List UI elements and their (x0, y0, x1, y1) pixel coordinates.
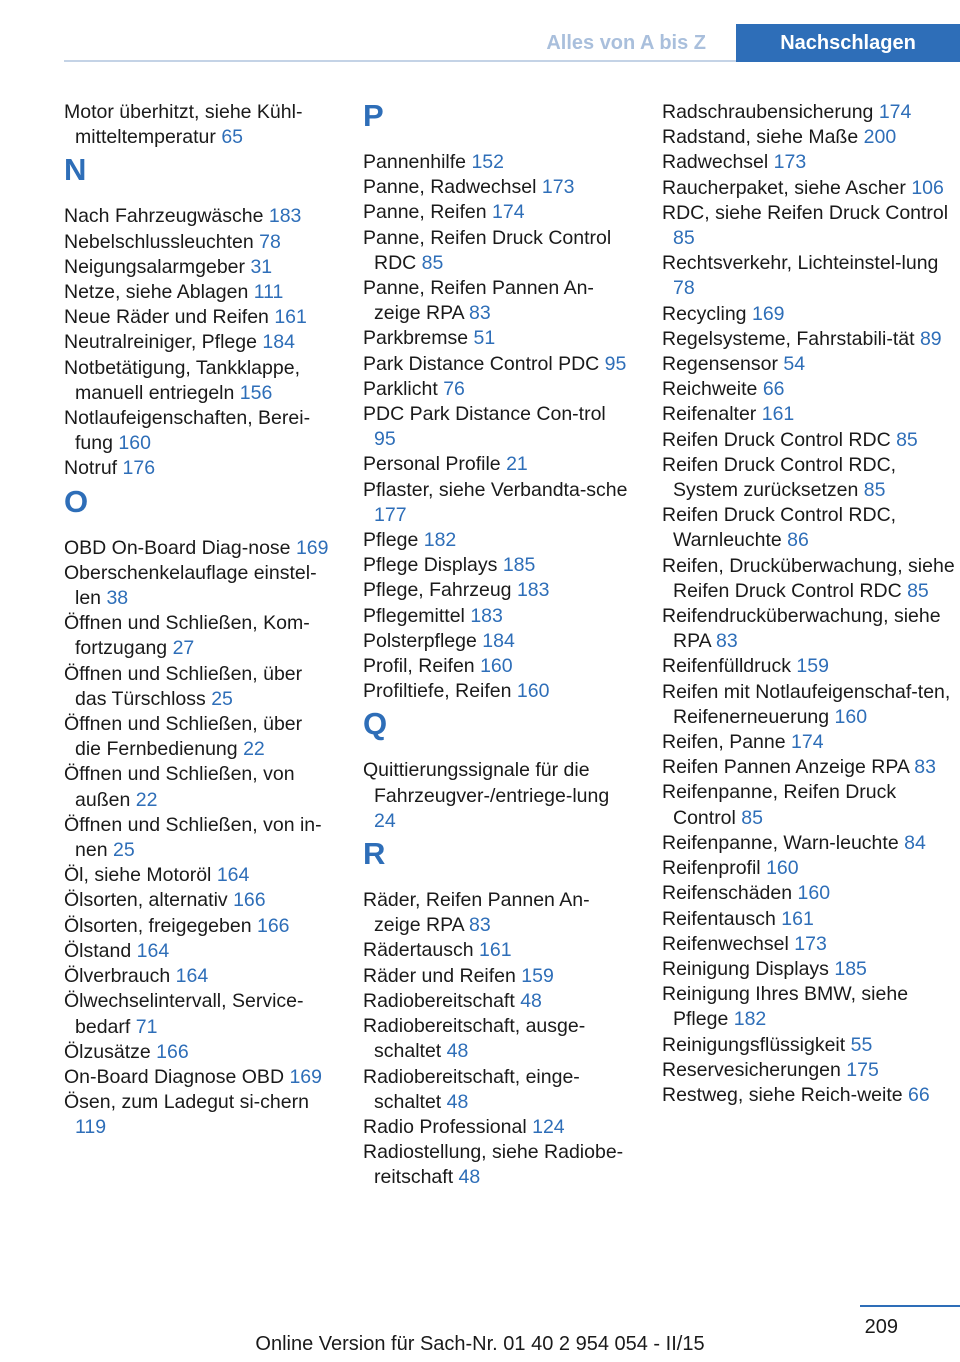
page-reference-link[interactable]: 71 (135, 1015, 158, 1038)
index-term: Reifenalter (662, 403, 757, 426)
page-reference-link[interactable]: 184 (482, 629, 515, 652)
page-reference-link[interactable]: 169 (295, 536, 329, 559)
index-entry (662, 856, 960, 881)
index-term: Netze, siehe Ablagen (64, 281, 249, 304)
index-term: Ölwechselintervall, Service‐bedarf (64, 990, 304, 1038)
index-term: Radio Professional (363, 1115, 527, 1138)
index-term: Restweg, siehe Reich‐weite (662, 1083, 903, 1106)
page-reference-link[interactable]: 22 (243, 738, 265, 761)
index-term: Nach Fahrzeugwäsche (64, 205, 264, 228)
index-entry (662, 932, 960, 957)
index-entry (662, 377, 960, 402)
index-term: Radschraubensicherung (662, 101, 874, 123)
page-reference-link[interactable]: 27 (172, 637, 195, 660)
page-number: 209 (864, 1316, 898, 1338)
page-reference-link[interactable]: 66 (762, 378, 785, 401)
index-term: Ölsorten, freigegeben (64, 914, 252, 937)
index-entry (363, 1065, 631, 1115)
page-reference-link[interactable]: 119 (75, 1116, 107, 1139)
index-term: Reifentausch (662, 907, 776, 930)
page-reference-link[interactable]: 185 (834, 957, 867, 980)
index-entry (662, 201, 960, 251)
page-reference-link[interactable]: 177 (374, 503, 407, 526)
page-reference-link[interactable]: 83 (469, 914, 491, 937)
index-term: Öffnen und Schließen, über die Fernbedienung (64, 713, 303, 761)
index-term: Polsterpflege (363, 629, 477, 652)
index-entry (64, 305, 332, 330)
index-term: RDC, siehe Reifen Druck Control (662, 201, 949, 224)
index-entry (662, 402, 960, 427)
page-reference-link[interactable]: 31 (250, 255, 273, 278)
page-reference-link[interactable]: 54 (783, 353, 806, 376)
page-reference-link[interactable]: 85 (421, 251, 444, 274)
index-term: Neue Räder und Reifen (64, 306, 269, 329)
index-term: Motor überhitzt, siehe Kühl‐mitteltemperatur (64, 101, 303, 149)
page-reference-link[interactable]: 48 (520, 989, 542, 1012)
page-reference-link[interactable]: 183 (268, 205, 302, 228)
index-entry (363, 377, 631, 402)
index-entry (363, 1140, 631, 1190)
page-reference-link[interactable]: 85 (741, 806, 763, 829)
index-term: Ösen, zum Ladegut si‐chern (64, 1091, 309, 1114)
page-reference-link[interactable]: 152 (471, 151, 504, 173)
index-term: Nebelschlussleuchten (64, 230, 254, 253)
index-term: Raucherpaket, siehe Ascher (662, 176, 906, 199)
index-entry (363, 326, 631, 351)
page-reference-link[interactable]: 83 (469, 302, 491, 325)
index-letter-heading: N (64, 152, 87, 188)
index-term: Reifen, Panne (662, 731, 786, 754)
index-term: Reinigungsflüssigkeit (662, 1033, 846, 1056)
page-reference-link[interactable]: 182 (733, 1008, 767, 1031)
index-entry (64, 536, 332, 561)
index-column-3 (662, 100, 960, 1108)
index-entry (64, 1040, 332, 1065)
index-column-2 (363, 100, 631, 1191)
index-term: Pflege, Fahrzeug (363, 579, 512, 602)
index-entry (363, 452, 631, 477)
index-entry (662, 302, 960, 327)
index-term: Radiobereitschaft (363, 989, 515, 1012)
index-entry (662, 125, 960, 150)
page-reference-link[interactable]: 173 (541, 176, 575, 199)
page-reference-link[interactable]: 48 (458, 1166, 481, 1189)
index-term: Quittierungssignale für die Fahrzeugver-/entriege‐lung (363, 759, 610, 807)
index-entry (363, 888, 631, 938)
index-letter-heading: P (363, 98, 384, 133)
index-term: PDC Park Distance Con‐trol (363, 403, 606, 426)
index-term: Reifen Druck Control RDC, System zurücksetzen (662, 453, 897, 502)
index-entry (363, 478, 631, 528)
index-term: Notruf (64, 457, 118, 480)
index-entry (363, 964, 631, 989)
index-term: Parklicht (363, 377, 438, 400)
index-term: Reifen mit Notlaufeigenschaf‐ten, Reifenerneuerung (662, 680, 951, 728)
page-reference-link[interactable]: 85 (673, 227, 695, 250)
index-term: Notlaufeigenschaften, Berei‐fung (64, 407, 311, 455)
index-entry (662, 730, 960, 755)
page-reference-link[interactable]: 83 (914, 756, 936, 779)
page-reference-link[interactable]: 160 (797, 882, 831, 905)
index-term: Ölzusätze (64, 1040, 151, 1063)
index-term: Ölstand (64, 939, 132, 962)
chapter-tab: Nachschlagen (736, 24, 960, 62)
index-term: Recycling (662, 302, 747, 325)
index-entry (363, 938, 631, 963)
index-entry (363, 226, 631, 276)
index-entry (64, 280, 332, 305)
index-term: Personal Profile (363, 453, 501, 476)
index-term: Oberschenkelauflage einstel‐len (64, 561, 317, 610)
index-term: Rädertausch (363, 939, 474, 962)
page-reference-link[interactable]: 184 (262, 331, 295, 354)
index-entry (64, 204, 332, 229)
page-reference-link[interactable]: 173 (794, 932, 827, 955)
page-reference-link[interactable]: 85 (896, 428, 918, 451)
index-entry (64, 330, 332, 355)
index-entry (64, 939, 332, 964)
index-entry (64, 813, 332, 863)
page-reference-link[interactable]: 85 (907, 579, 929, 602)
index-term: Reifenwechsel (662, 932, 789, 955)
index-entry (64, 964, 332, 989)
index-term: Regelsysteme, Fahrstabili‐tät (662, 327, 915, 350)
index-term: Räder und Reifen (363, 964, 516, 987)
index-term: Reifenpanne, Warn‐leuchte (662, 831, 899, 854)
index-entry (363, 654, 631, 679)
page-reference-link[interactable]: 174 (492, 201, 525, 224)
index-term: Radiostellung, siehe Radiobe‐reitschaft (363, 1141, 624, 1189)
page-reference-link[interactable]: 160 (516, 680, 550, 703)
index-entry (662, 1083, 960, 1108)
index-entry (662, 755, 960, 780)
index-columns (64, 100, 960, 1270)
index-entry (662, 503, 960, 553)
index-term: Öffnen und Schließen, von außen (64, 763, 295, 811)
index-term: Reifenfülldruck (662, 655, 791, 678)
index-entry (662, 428, 960, 453)
index-term: Räder, Reifen Pannen An‐zeige RPA (363, 889, 590, 937)
index-term: Radiobereitschaft, einge‐schaltet (363, 1065, 580, 1113)
index-entry (662, 554, 960, 604)
page-reference-link[interactable]: 78 (673, 277, 695, 300)
page-reference-link[interactable]: 48 (446, 1090, 469, 1113)
index-term: Parkbremse (363, 327, 469, 350)
index-entry (662, 680, 960, 730)
page-reference-link[interactable]: 174 (878, 101, 912, 123)
page-reference-link[interactable]: 66 (908, 1083, 930, 1106)
index-entry (662, 453, 960, 503)
index-column-1 (64, 100, 332, 1141)
index-term: Ölsorten, alternativ (64, 889, 228, 912)
page-reference-link[interactable]: 48 (446, 1040, 469, 1063)
index-entry (64, 1065, 332, 1090)
index-entry (64, 356, 332, 406)
index-entry (64, 255, 332, 280)
index-entry (363, 553, 631, 578)
index-entry (363, 1115, 631, 1140)
page-reference-link[interactable]: 78 (259, 230, 281, 253)
page-reference-link[interactable]: 160 (834, 705, 868, 728)
index-entry (363, 758, 631, 834)
index-entry (64, 863, 332, 888)
index-term: Notbetätigung, Tankklappe, manuell entriegeln (64, 356, 300, 404)
index-entry (662, 982, 960, 1032)
index-entry (662, 176, 960, 201)
page-reference-link[interactable]: 160 (480, 655, 513, 678)
page-reference-link[interactable]: 76 (443, 377, 465, 400)
page-reference-link[interactable]: 95 (374, 428, 396, 451)
page-reference-link[interactable]: 95 (604, 352, 627, 375)
index-entry (64, 662, 332, 712)
index-entry (64, 914, 332, 939)
page-reference-link[interactable]: 55 (850, 1033, 873, 1056)
page-reference-link[interactable]: 164 (175, 965, 209, 988)
index-term: Panne, Radwechsel (363, 176, 537, 199)
page-reference-link[interactable]: 22 (135, 788, 158, 811)
index-entry (363, 679, 631, 704)
index-entry (363, 629, 631, 654)
page-reference-link[interactable]: 166 (256, 914, 290, 937)
page-reference-link[interactable]: 21 (506, 453, 528, 476)
index-term: Radiobereitschaft, ausge‐schaltet (363, 1015, 586, 1063)
page-reference-link[interactable]: 164 (216, 864, 250, 887)
index-term: Park Distance Control PDC (363, 352, 600, 375)
index-term: Pflegemittel (363, 604, 465, 627)
index-entry (662, 881, 960, 906)
index-entry (363, 200, 631, 225)
index-term: Reichweite (662, 378, 758, 401)
index-entry (64, 456, 332, 481)
page-reference-link[interactable]: 173 (773, 151, 807, 174)
index-entry (64, 712, 332, 762)
page-reference-link[interactable]: 25 (112, 839, 135, 862)
index-term: Reifen Druck Control RDC, Warnleuchte (662, 504, 897, 552)
index-term: Reifen Druck Control RDC (662, 428, 891, 451)
page-reference-link[interactable]: 38 (106, 587, 129, 610)
index-term: Öffnen und Schließen, von in‐nen (64, 813, 322, 862)
index-term: Reifen Pannen Anzeige RPA (662, 756, 909, 779)
index-entry (662, 352, 960, 377)
index-term: Pflege Displays (363, 554, 498, 577)
page-reference-link[interactable]: 159 (521, 964, 554, 987)
index-term: Panne, Reifen Druck Control RDC (363, 226, 612, 274)
section-title: Alles von A bis Z (546, 32, 706, 54)
index-term: Reifenprofil (662, 857, 761, 880)
index-term: On-Board Diagnose OBD (64, 1065, 285, 1088)
page-reference-link[interactable]: 106 (911, 176, 944, 199)
index-entry (64, 561, 332, 611)
index-entry (662, 907, 960, 932)
index-entry (363, 989, 631, 1014)
index-term: Profil, Reifen (363, 655, 475, 678)
index-entry (662, 957, 960, 982)
index-term: Pflaster, siehe Verbandta‐sche (363, 478, 628, 501)
index-entry (64, 100, 332, 150)
page-reference-link[interactable]: 169 (751, 302, 785, 325)
page-reference-link[interactable]: 161 (761, 403, 795, 426)
index-entry (64, 1090, 332, 1140)
page-reference-link[interactable]: 89 (919, 327, 942, 350)
page-reference-link[interactable]: 183 (470, 604, 503, 627)
page-reference-link[interactable]: 124 (532, 1115, 565, 1138)
page-reference-link[interactable]: 85 (863, 479, 886, 502)
page-reference-link[interactable]: 160 (118, 432, 151, 455)
index-term: Öl, siehe Motoröl (64, 864, 212, 887)
index-term: Panne, Reifen (363, 201, 487, 224)
index-term: Radwechsel (662, 151, 769, 174)
index-entry (662, 100, 960, 125)
index-term: Reinigung Displays (662, 957, 829, 980)
index-entry (662, 150, 960, 175)
page-reference-link[interactable]: 183 (516, 579, 550, 602)
page-reference-link[interactable]: 166 (156, 1040, 189, 1063)
index-term: Profiltiefe, Reifen (363, 680, 512, 703)
index-letter-heading: R (363, 836, 386, 872)
index-entry (662, 251, 960, 301)
index-entry (64, 230, 332, 255)
index-entry (363, 175, 631, 200)
index-entry (64, 611, 332, 661)
page-reference-link[interactable]: 174 (791, 731, 824, 754)
index-entry (662, 654, 960, 679)
index-entry (662, 1058, 960, 1083)
index-term: Rechtsverkehr, Lichteinstel‐lung (662, 252, 939, 275)
index-term: Regensensor (662, 353, 778, 376)
page-reference-link[interactable]: 156 (239, 381, 273, 404)
page-reference-link[interactable]: 161 (781, 907, 814, 930)
page-reference-link[interactable]: 182 (423, 529, 457, 552)
footer-note: Online Version für Sach-Nr. 01 40 2 954 054 - II/15 (255, 1333, 705, 1355)
page-reference-link[interactable]: 25 (211, 687, 233, 710)
index-term: Reifenpanne, Reifen Druck Control (662, 781, 897, 829)
index-entry (662, 327, 960, 352)
index-term: Reifen, Drucküberwachung, siehe Reifen Druck Control RDC (662, 554, 955, 602)
index-term: Radstand, siehe Maße (662, 126, 859, 149)
index-entry (662, 1033, 960, 1058)
index-entry (662, 604, 960, 654)
index-term: Reinigung Ihres BMW, siehe Pflege (662, 983, 909, 1031)
index-entry (363, 402, 631, 452)
page-reference-link[interactable]: 169 (289, 1065, 322, 1088)
page-reference-link[interactable]: 159 (796, 655, 829, 678)
index-term: Ölverbrauch (64, 965, 171, 988)
index-entry (64, 762, 332, 812)
page-reference-link[interactable]: 83 (716, 630, 738, 653)
page-reference-link[interactable]: 176 (122, 457, 156, 480)
index-term: Pflege (363, 529, 419, 552)
index-term: Panne, Reifen Pannen An‐zeige RPA (363, 277, 594, 325)
index-term: Reservesicherungen (662, 1058, 841, 1081)
page-reference-link[interactable]: 164 (136, 939, 170, 962)
index-term: OBD On-Board Diag‐nose (64, 536, 291, 559)
page-reference-link[interactable]: 161 (274, 306, 307, 329)
index-entry (363, 528, 631, 553)
page-reference-link[interactable]: 24 (374, 809, 396, 832)
index-entry (363, 276, 631, 326)
index-entry (363, 352, 631, 377)
index-entry (363, 604, 631, 629)
footer-rule (860, 1305, 960, 1307)
page-reference-link[interactable]: 65 (221, 126, 244, 149)
page-reference-link[interactable]: 51 (473, 327, 496, 350)
index-entry (64, 888, 332, 913)
index-entry (64, 989, 332, 1039)
index-term: Reifenschäden (662, 882, 793, 905)
index-term: Öffnen und Schließen, über das Türschloss (64, 662, 303, 710)
page-reference-link[interactable]: 175 (846, 1058, 879, 1081)
index-entry (662, 780, 960, 830)
page-reference-link[interactable]: 161 (479, 939, 512, 962)
page-reference-link[interactable]: 86 (787, 529, 809, 552)
page-reference-link[interactable]: 111 (253, 281, 284, 304)
index-entry (64, 406, 332, 456)
page-reference-link[interactable]: 185 (502, 554, 536, 577)
index-term: Reifendrucküberwachung, siehe RPA (662, 605, 941, 653)
index-term: Öffnen und Schließen, Kom‐fortzugang (64, 612, 310, 660)
index-term: Neigungsalarmgeber (64, 255, 246, 278)
page-reference-link[interactable]: 166 (233, 889, 266, 912)
page-reference-link[interactable]: 84 (904, 831, 926, 854)
index-letter-heading: O (64, 483, 89, 519)
index-term: Pannenhilfe (363, 151, 467, 173)
index-letter-heading: Q (363, 706, 388, 742)
index-entry (662, 831, 960, 856)
page-reference-link[interactable]: 160 (766, 857, 799, 880)
index-entry (363, 150, 631, 175)
index-entry (363, 1014, 631, 1064)
page-reference-link[interactable]: 200 (863, 126, 897, 149)
index-term: Neutralreiniger, Pflege (64, 331, 257, 354)
index-entry (363, 578, 631, 603)
